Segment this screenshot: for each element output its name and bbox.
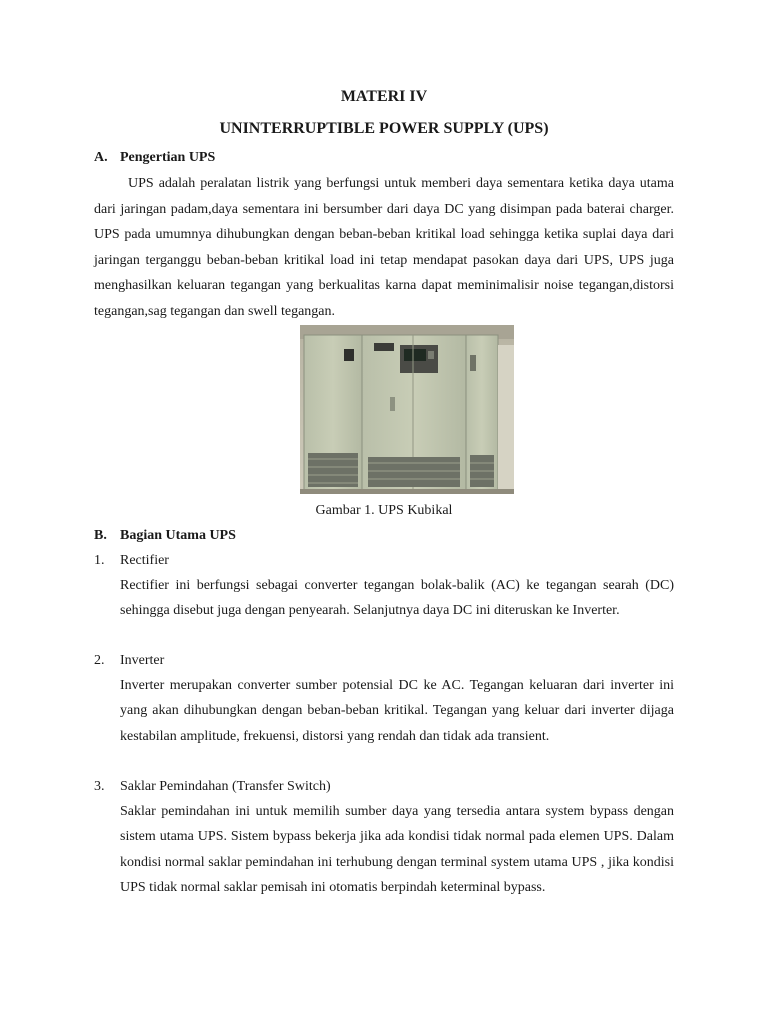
- figure-caption: Gambar 1. UPS Kubikal: [315, 503, 453, 518]
- document-title: MATERI IV: [340, 88, 428, 105]
- ups-cabinet-photo: [300, 325, 514, 494]
- list-item-body: Rectifier ini berfungsi sebagai converter tegangan bolak-balik (AC) ke tegangan searah (DC) sehingga disebut juga dengan penyearah. Selanjutnya daya DC ini diteruskan ke Inverter.: [120, 578, 674, 619]
- section-a-marker: A.: [94, 150, 108, 165]
- section-a-heading: [94, 150, 215, 166]
- section-a-title: Pengertian UPS: [120, 150, 216, 165]
- section-b-heading: [94, 528, 236, 544]
- ups-cabinet-figure: [300, 325, 514, 494]
- list-item: [94, 553, 169, 569]
- list-item-number: 1.: [94, 553, 105, 568]
- section-a-text: UPS adalah peralatan listrik yang berfungsi untuk memberi daya sementara ketika daya utama dari jaringan padam,daya sementara ini bersumber dari daya DC yang disimpan pada baterai charger. UPS pada umumnya dihubungkan dengan beban-beban kritikal load sehingga ketika suplai daya dari jaringan terganggu beban-beban kritikal load ini tetap mendapat pasokan daya dari UPS, UPS juga menghasilkan keluaran tegangan yang berkualitas karna dapat meminimalisir noise tegangan,distorsi tegangan,sag tegangan dan swell tegangan.: [94, 176, 674, 319]
- list-item: [94, 653, 164, 669]
- list-item-body: Inverter merupakan converter sumber potensial DC ke AC. Tegangan keluaran dari inverter ini yang akan dihubungkan dengan beban-beban kritikal. Tegangan yang keluar dari inverter dijaga kestabilan amplitude, frekuensi, distorsi yang rendah dan tidak ada transient.: [120, 678, 674, 744]
- list-item: [94, 779, 331, 795]
- section-a-paragraph: [94, 171, 674, 325]
- list-item-title: Rectifier: [120, 553, 169, 568]
- section-b-title: Bagian Utama UPS: [120, 528, 236, 543]
- list-item-number: 3.: [94, 779, 105, 794]
- section-b-marker: B.: [94, 528, 107, 543]
- list-item-title: Inverter: [120, 653, 165, 668]
- document-subtitle: UNINTERRUPTIBLE POWER SUPPLY (UPS): [219, 120, 549, 137]
- list-item-number: 2.: [94, 653, 105, 668]
- list-item-body: Saklar pemindahan ini untuk memilih sumber daya yang tersedia antara system bypass dengan sistem utama UPS. Sistem bypass bekerja jika ada kondisi tidak normal pada elemen UPS. Dalam kondisi normal saklar pemindahan ini terhubung dengan terminal system utama UPS , jika kondisi UPS tidak normal saklar pemisah ini otomatis berpindah keterminal bypass.: [120, 804, 674, 896]
- list-item-title: Saklar Pemindahan (Transfer Switch): [120, 779, 331, 794]
